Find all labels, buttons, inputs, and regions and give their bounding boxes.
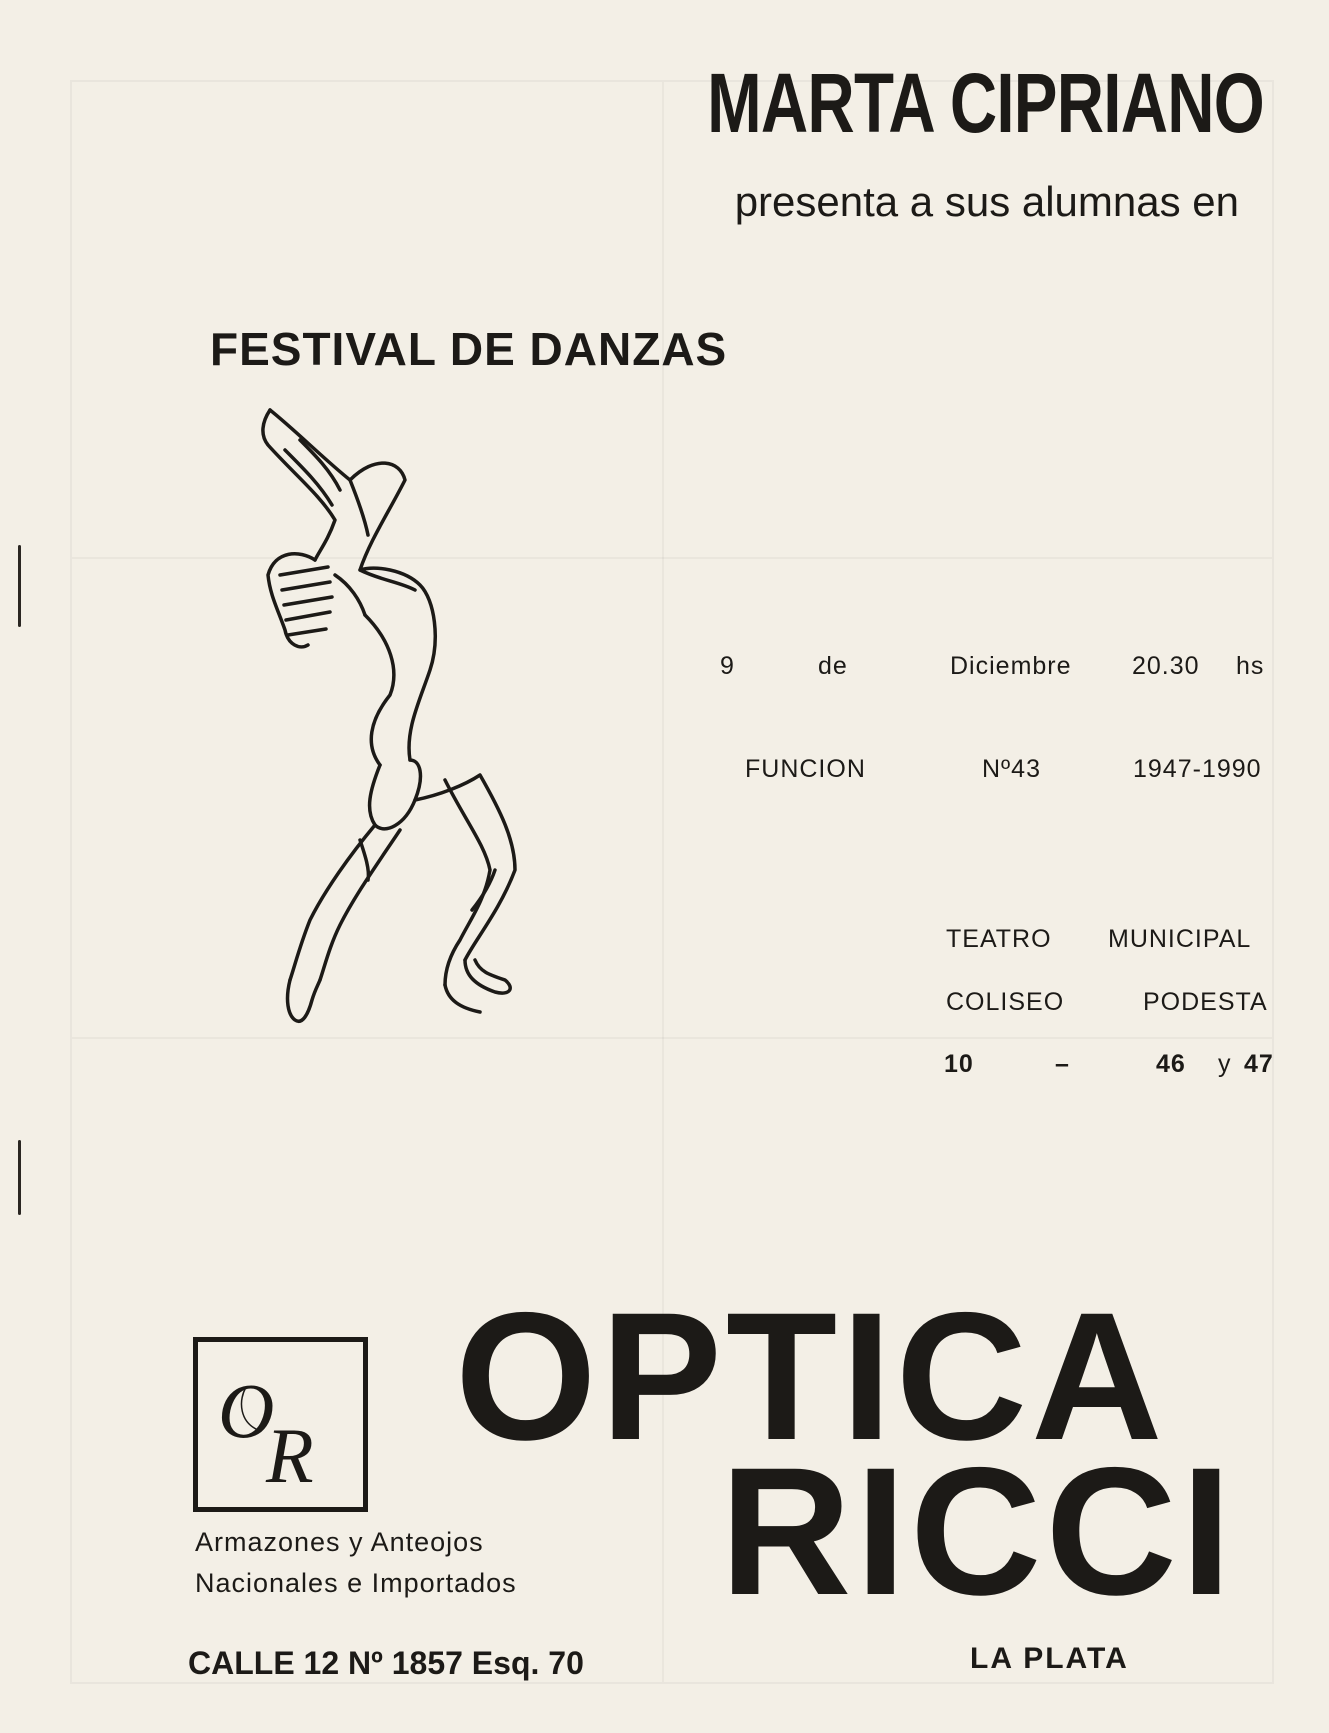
staple-top <box>18 545 21 627</box>
address-and: y <box>1218 1050 1232 1078</box>
store-address: CALLE 12 Nº 1857 Esq. 70 <box>188 1645 584 1681</box>
svg-text:O: O <box>218 1367 275 1454</box>
optica-ricci-logo <box>193 1337 368 1512</box>
time: 20.30 <box>1132 652 1200 680</box>
venue-podesta: PODESTA <box>1143 988 1268 1016</box>
teacher-name-title: MARTA CIPRIANO <box>707 56 1264 150</box>
dancer-icon <box>240 400 620 1090</box>
date-day: 9 <box>720 652 735 680</box>
staple-bottom <box>18 1140 21 1215</box>
tagline-line-2: Nacionales e Importados <box>195 1568 517 1598</box>
venue-coliseo: COLISEO <box>946 988 1065 1016</box>
svg-text:R: R <box>266 1412 314 1499</box>
years-range: 1947-1990 <box>1133 755 1262 783</box>
address-dash: – <box>1055 1050 1070 1078</box>
address-street: 10 <box>944 1050 974 1078</box>
funcion-label: FUNCION <box>745 755 866 783</box>
event-title: FESTIVAL DE DANZAS <box>210 323 728 375</box>
or-monogram-icon <box>198 1342 363 1507</box>
date-month: Diciembre <box>950 652 1072 680</box>
venue-teatro: TEATRO <box>946 925 1052 953</box>
venue-municipal: MUNICIPAL <box>1108 925 1252 953</box>
tagline-line-1: Armazones y Anteojos <box>195 1527 484 1557</box>
funcion-number: Nº43 <box>982 755 1041 783</box>
brand-ricci: RICCI <box>720 1429 1236 1633</box>
time-unit: hs <box>1236 652 1265 680</box>
store-city: LA PLATA <box>970 1642 1129 1675</box>
date-de: de <box>818 652 848 680</box>
brand-optica: OPTICA <box>455 1274 1167 1478</box>
address-cross-1: 46 <box>1156 1050 1186 1078</box>
subtitle: presenta a sus alumnas en <box>734 178 1239 225</box>
address-cross-2: 47 <box>1244 1050 1274 1078</box>
